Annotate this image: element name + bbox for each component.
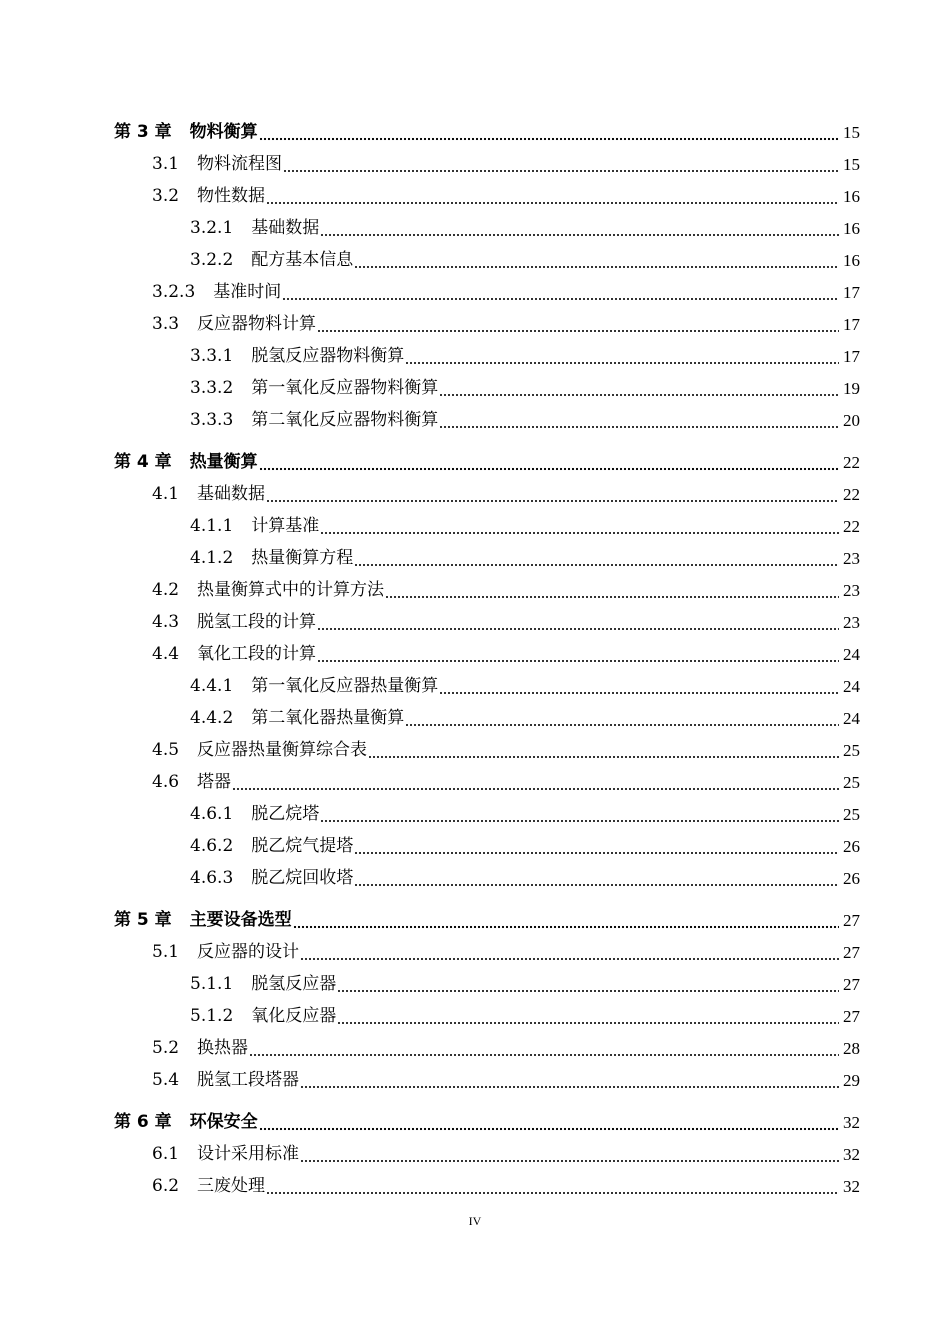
- toc-dot-leader: [320, 518, 839, 535]
- toc-dot-leader: [300, 1072, 839, 1089]
- toc-entry-number: 5.1.1: [190, 973, 234, 994]
- toc-entry-page: 24: [843, 708, 860, 728]
- toc-dot-leader: [259, 1114, 839, 1131]
- toc-entry-title: 热量衡算方程: [251, 547, 354, 568]
- toc-entry-number: 4.1.2: [190, 547, 234, 568]
- toc-entry-number: 第 4 章: [114, 451, 172, 472]
- toc-entry-title: 计算基准: [251, 515, 320, 536]
- toc-entry-number: 3.2.2: [190, 249, 234, 270]
- toc-dot-leader: [354, 838, 839, 855]
- toc-dot-leader: [259, 124, 839, 141]
- toc-dot-leader: [368, 742, 839, 759]
- toc-section-entry[interactable]: [114, 478, 860, 510]
- toc-entry-page: 27: [843, 910, 860, 930]
- toc-entry-title: 第一氧化反应器物料衡算: [251, 377, 439, 398]
- toc-entry-number: 4.1: [152, 483, 180, 504]
- toc-entry-title: 三废处理: [197, 1175, 266, 1196]
- toc-entry-number: 5.1.2: [190, 1005, 234, 1026]
- toc-entry-page: 27: [843, 974, 860, 994]
- toc-dot-leader: [266, 188, 839, 205]
- toc-chapter-entry[interactable]: [114, 904, 860, 936]
- toc-entry-page: 19: [843, 378, 860, 398]
- toc-dot-leader: [300, 944, 839, 961]
- toc-dot-leader: [293, 912, 839, 929]
- toc-section-entry[interactable]: [114, 1170, 860, 1202]
- toc-entry-number: 第 5 章: [114, 909, 172, 930]
- toc-entry-title: 设计采用标准: [197, 1143, 300, 1164]
- toc-section-entry[interactable]: [114, 702, 860, 734]
- toc-entry-number: 4.3: [152, 611, 180, 632]
- toc-section-entry[interactable]: [114, 308, 860, 340]
- toc-dot-leader: [232, 774, 839, 791]
- toc-entry-number: 3.3.1: [190, 345, 234, 366]
- toc-entry-title: 反应器热量衡算综合表: [197, 739, 368, 760]
- toc-entry-number: 4.4.2: [190, 707, 234, 728]
- toc-section-entry[interactable]: [114, 404, 860, 436]
- toc-entry-number: 6.2: [152, 1175, 180, 1196]
- toc-entry-page: 29: [843, 1070, 860, 1090]
- toc-entry-number: 3.3.3: [190, 409, 234, 430]
- toc-entry-title: 物料衡算: [189, 121, 258, 142]
- toc-section-entry[interactable]: [114, 180, 860, 212]
- toc-entry-page: 26: [843, 868, 860, 888]
- toc-entry-page: 15: [843, 154, 860, 174]
- toc-entry-number: 5.2: [152, 1037, 180, 1058]
- toc-entry-page: 23: [843, 580, 860, 600]
- toc-entry-page: 22: [843, 516, 860, 536]
- toc-entry-number: 4.2: [152, 579, 180, 600]
- toc-section-entry[interactable]: [114, 340, 860, 372]
- toc-entry-title: 氧化工段的计算: [197, 643, 317, 664]
- toc-entry-page: 17: [843, 314, 860, 334]
- toc-dot-leader: [317, 316, 839, 333]
- toc-dot-leader: [249, 1040, 839, 1057]
- toc-entry-page: 22: [843, 484, 860, 504]
- page-number-footer: IV: [468, 1214, 482, 1228]
- toc-section-entry[interactable]: [114, 936, 860, 968]
- toc-dot-leader: [337, 1008, 839, 1025]
- toc-entry-number: 3.1: [152, 153, 180, 174]
- toc-entry-page: 15: [843, 122, 860, 142]
- toc-entry-title: 换热器: [197, 1037, 249, 1058]
- toc-entry-page: 23: [843, 612, 860, 632]
- toc-entry-title: 热量衡算: [189, 451, 258, 472]
- toc-entry-number: 4.6.3: [190, 867, 234, 888]
- toc-entry-title: 基准时间: [213, 281, 282, 302]
- toc-entry-page: 32: [843, 1144, 860, 1164]
- toc-section-entry[interactable]: [114, 862, 860, 894]
- toc-section-entry[interactable]: [114, 798, 860, 830]
- toc-entry-number: 5.1: [152, 941, 180, 962]
- toc-entry-title: 脱氢反应器: [251, 973, 337, 994]
- toc-dot-leader: [439, 678, 839, 695]
- toc-entry-number: 5.4: [152, 1069, 180, 1090]
- toc-dot-leader: [385, 582, 839, 599]
- toc-section-entry[interactable]: [114, 372, 860, 404]
- toc-entry-number: 6.1: [152, 1143, 180, 1164]
- toc-dot-leader: [405, 710, 839, 727]
- toc-entry-number: 3.2.3: [152, 281, 196, 302]
- toc-dot-leader: [320, 220, 839, 237]
- toc-entry-number: 第 3 章: [114, 121, 172, 142]
- toc-section-entry[interactable]: [114, 1032, 860, 1064]
- toc-entry-number: 4.5: [152, 739, 180, 760]
- toc-entry-number: 3.2.1: [190, 217, 234, 238]
- toc-entry-page: 24: [843, 644, 860, 664]
- toc-dot-leader: [317, 614, 839, 631]
- toc-entry-page: 27: [843, 942, 860, 962]
- toc-entry-page: 17: [843, 282, 860, 302]
- toc-section-entry[interactable]: [114, 276, 860, 308]
- toc-section-entry[interactable]: [114, 670, 860, 702]
- toc-section-entry[interactable]: [114, 766, 860, 798]
- toc-entry-title: 反应器物料计算: [197, 313, 317, 334]
- toc-entry-page: 24: [843, 676, 860, 696]
- toc-entry-page: 22: [843, 452, 860, 472]
- toc-dot-leader: [300, 1146, 839, 1163]
- toc-section-entry[interactable]: [114, 148, 860, 180]
- toc-dot-leader: [320, 806, 839, 823]
- toc-entry-title: 脱氢工段塔器: [197, 1069, 300, 1090]
- table-of-contents: [114, 116, 860, 1202]
- toc-dot-leader: [282, 284, 839, 301]
- toc-entry-title: 脱乙烷塔: [251, 803, 320, 824]
- toc-entry-title: 脱氢反应器物料衡算: [251, 345, 405, 366]
- toc-dot-leader: [317, 646, 839, 663]
- toc-entry-page: 32: [843, 1176, 860, 1196]
- toc-entry-number: 3.3.2: [190, 377, 234, 398]
- toc-section-entry[interactable]: [114, 830, 860, 862]
- toc-entry-number: 4.6.1: [190, 803, 234, 824]
- toc-entry-title: 脱氢工段的计算: [197, 611, 317, 632]
- toc-entry-page: 28: [843, 1038, 860, 1058]
- toc-entry-title: 基础数据: [197, 483, 266, 504]
- toc-entry-title: 配方基本信息: [251, 249, 354, 270]
- toc-section-entry[interactable]: [114, 638, 860, 670]
- toc-entry-number: 3.2: [152, 185, 180, 206]
- toc-entry-page: 16: [843, 250, 860, 270]
- toc-section-entry[interactable]: [114, 734, 860, 766]
- toc-entry-title: 主要设备选型: [189, 909, 292, 930]
- toc-entry-title: 反应器的设计: [197, 941, 300, 962]
- toc-section-entry[interactable]: [114, 244, 860, 276]
- toc-entry-title: 脱乙烷气提塔: [251, 835, 354, 856]
- toc-entry-title: 物性数据: [197, 185, 266, 206]
- toc-dot-leader: [354, 550, 839, 567]
- toc-dot-leader: [337, 976, 839, 993]
- toc-entry-page: 32: [843, 1112, 860, 1132]
- toc-entry-page: 23: [843, 548, 860, 568]
- toc-entry-page: 16: [843, 218, 860, 238]
- toc-chapter-entry[interactable]: [114, 446, 860, 478]
- toc-entry-page: 25: [843, 740, 860, 760]
- toc-entry-number: 第 6 章: [114, 1111, 172, 1132]
- toc-entry-title: 环保安全: [189, 1111, 258, 1132]
- toc-section-entry[interactable]: [114, 968, 860, 1000]
- toc-entry-page: 25: [843, 804, 860, 824]
- toc-entry-title: 氧化反应器: [251, 1005, 337, 1026]
- toc-entry-title: 基础数据: [251, 217, 320, 238]
- toc-section-entry[interactable]: [114, 510, 860, 542]
- toc-entry-number: 4.4: [152, 643, 180, 664]
- toc-section-entry[interactable]: [114, 1064, 860, 1096]
- toc-chapter-entry[interactable]: [114, 116, 860, 148]
- toc-dot-leader: [266, 486, 839, 503]
- toc-entry-title: 第二氧化器热量衡算: [251, 707, 405, 728]
- toc-dot-leader: [283, 156, 839, 173]
- toc-section-entry[interactable]: [114, 542, 860, 574]
- toc-entry-number: 4.4.1: [190, 675, 234, 696]
- toc-entry-title: 物料流程图: [197, 153, 283, 174]
- toc-dot-leader: [439, 380, 839, 397]
- toc-section-entry[interactable]: [114, 1000, 860, 1032]
- toc-dot-leader: [439, 412, 839, 429]
- toc-section-entry[interactable]: [114, 212, 860, 244]
- toc-entry-title: 第二氧化反应器物料衡算: [251, 409, 439, 430]
- toc-entry-number: 4.6: [152, 771, 180, 792]
- toc-entry-number: 4.1.1: [190, 515, 234, 536]
- toc-dot-leader: [266, 1178, 839, 1195]
- toc-entry-page: 27: [843, 1006, 860, 1026]
- toc-section-entry[interactable]: [114, 574, 860, 606]
- toc-entry-title: 热量衡算式中的计算方法: [197, 579, 385, 600]
- toc-entry-page: 20: [843, 410, 860, 430]
- toc-dot-leader: [354, 252, 839, 269]
- toc-entry-page: 25: [843, 772, 860, 792]
- toc-section-entry[interactable]: [114, 606, 860, 638]
- toc-entry-number: 4.6.2: [190, 835, 234, 856]
- toc-entry-number: 3.3: [152, 313, 180, 334]
- toc-entry-title: 脱乙烷回收塔: [251, 867, 354, 888]
- toc-entry-title: 塔器: [197, 771, 232, 792]
- toc-dot-leader: [354, 870, 839, 887]
- toc-chapter-entry[interactable]: [114, 1106, 860, 1138]
- toc-entry-page: 26: [843, 836, 860, 856]
- toc-entry-page: 16: [843, 186, 860, 206]
- toc-entry-page: 17: [843, 346, 860, 366]
- toc-dot-leader: [259, 454, 839, 471]
- toc-entry-title: 第一氧化反应器热量衡算: [251, 675, 439, 696]
- toc-section-entry[interactable]: [114, 1138, 860, 1170]
- toc-dot-leader: [405, 348, 839, 365]
